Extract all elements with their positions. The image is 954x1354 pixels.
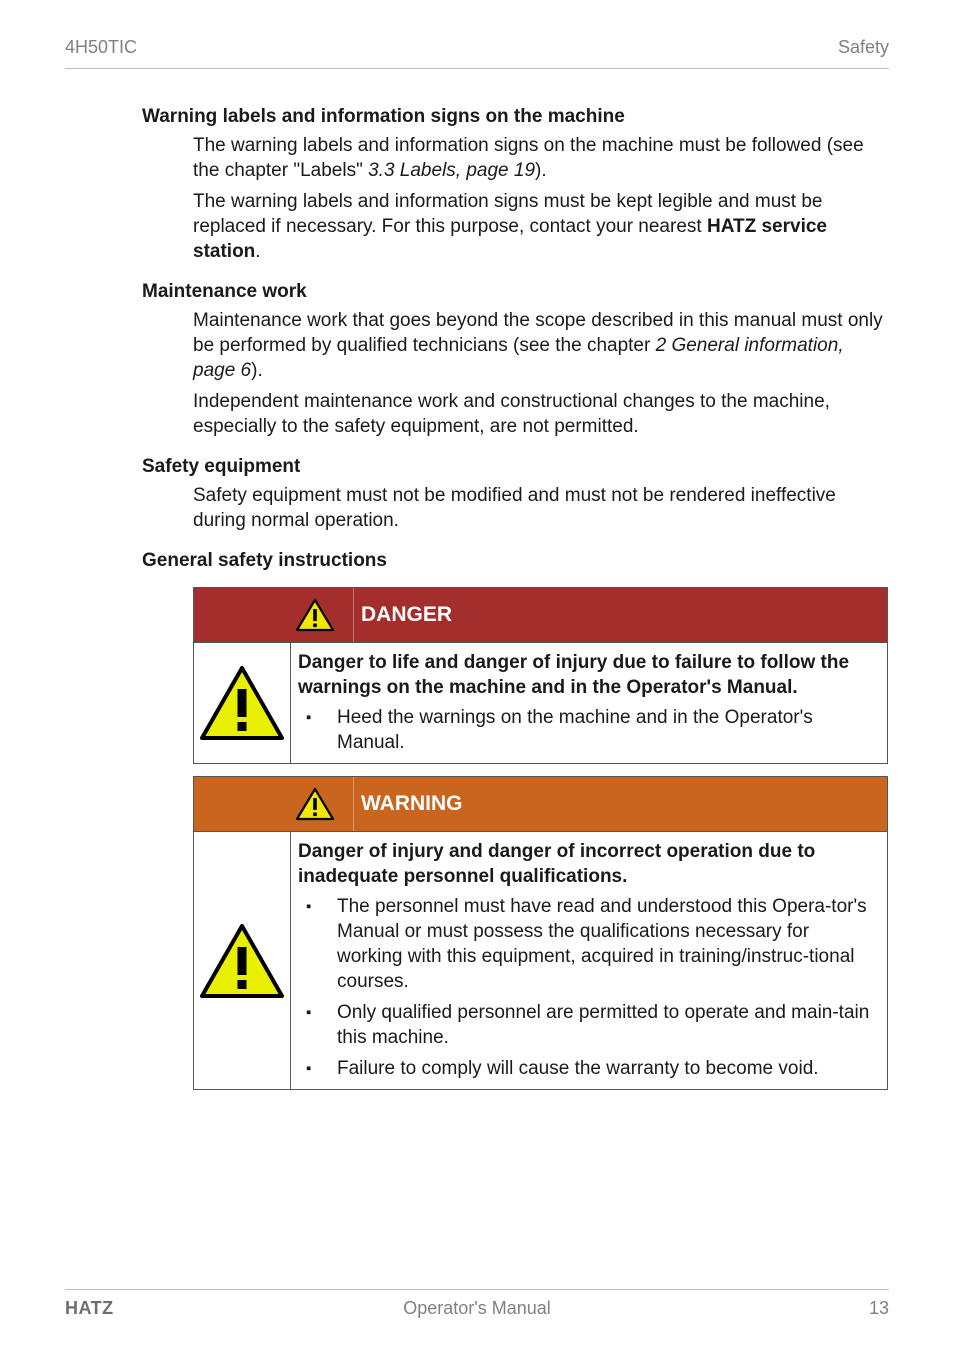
emphasis: HATZ service station [193,216,827,262]
brand-logo: HATZ [65,1298,114,1318]
section-name: Safety [837,37,889,57]
paragraph: Independent maintenance work and constructional changes to the machine, especially to the safety equipment, are not permitted. [193,391,830,437]
warning-triangle-icon [295,598,335,632]
notice-icon-cell [194,832,291,1089]
danger-notice [193,587,888,764]
notice-header-icon-cell [194,588,354,642]
page-number: 13 [868,1298,889,1318]
warning-triangle-icon [199,665,285,741]
paragraph: Safety equipment must not be modified and must not be rendered ineffective during normal operation. [193,485,836,531]
notice-header-bar [194,588,887,642]
warning-triangle-icon [199,923,285,999]
notice-body [194,831,887,1089]
list-item: ▪ Heed the warnings on the machine and in the Operator's Manual. [298,705,877,755]
notice-list [298,894,877,1081]
notice-list [298,705,877,755]
warning-notice [193,776,888,1090]
document-title: Operator's Manual [403,1298,551,1318]
page-footer [65,1289,889,1320]
cross-reference: 3.3 Labels, page 19 [368,160,536,181]
notice-icon-cell [194,643,291,763]
notice-header-icon-cell [194,777,354,831]
section-warning-labels [142,104,890,264]
cross-reference: 2 General information, page 6 [193,335,844,381]
section-heading: Maintenance work [142,281,307,302]
notice-lead: Danger to life and danger of injury due to failure to follow the warnings on the machine and in the Operator's Manual. [298,652,850,698]
notice-title: WARNING [361,792,463,815]
notice-text [291,643,887,763]
notice-lead: Danger of injury and danger of incorrect operation due to inadequate personnel qualifications. [298,841,816,887]
notice-header-bar [194,777,887,831]
section-heading: General safety instructions [142,550,387,571]
list-item: ▪ Only qualified personnel are permitted to operate and main-tain this machine. [298,1000,877,1050]
paragraph: The warning labels and information signs must be kept legible and must be replaced if necessary. For this purpose, contact your nearest HATZ service station. [193,191,827,262]
list-item: ▪ Failure to comply will cause the warranty to become void. [298,1056,877,1081]
model-name: 4H50TIC [65,37,138,57]
section-heading: Safety equipment [142,456,301,477]
page-header [65,36,889,69]
page-content [142,104,890,1102]
paragraph: Maintenance work that goes beyond the scope described in this manual must only be performed by qualified technicians (see the chapter 2 General information, page 6). [193,310,883,381]
list-item: ▪ The personnel must have read and understood this Opera-tor's Manual or must possess the qualifications necessary for working with this equipment, acquired in training/instruc-tional courses. [298,894,877,994]
section-heading: Warning labels and information signs on the machine [142,106,625,127]
notice-text [291,832,887,1089]
paragraph: The warning labels and information signs on the machine must be followed (see the chapter "Labels" 3.3 Labels, page 19). [193,135,864,181]
section-maintenance-work [142,279,890,439]
warning-triangle-icon [295,787,335,821]
section-general-safety [142,548,890,573]
section-safety-equipment [142,454,890,533]
notice-title: DANGER [361,603,453,626]
notice-body [194,642,887,763]
